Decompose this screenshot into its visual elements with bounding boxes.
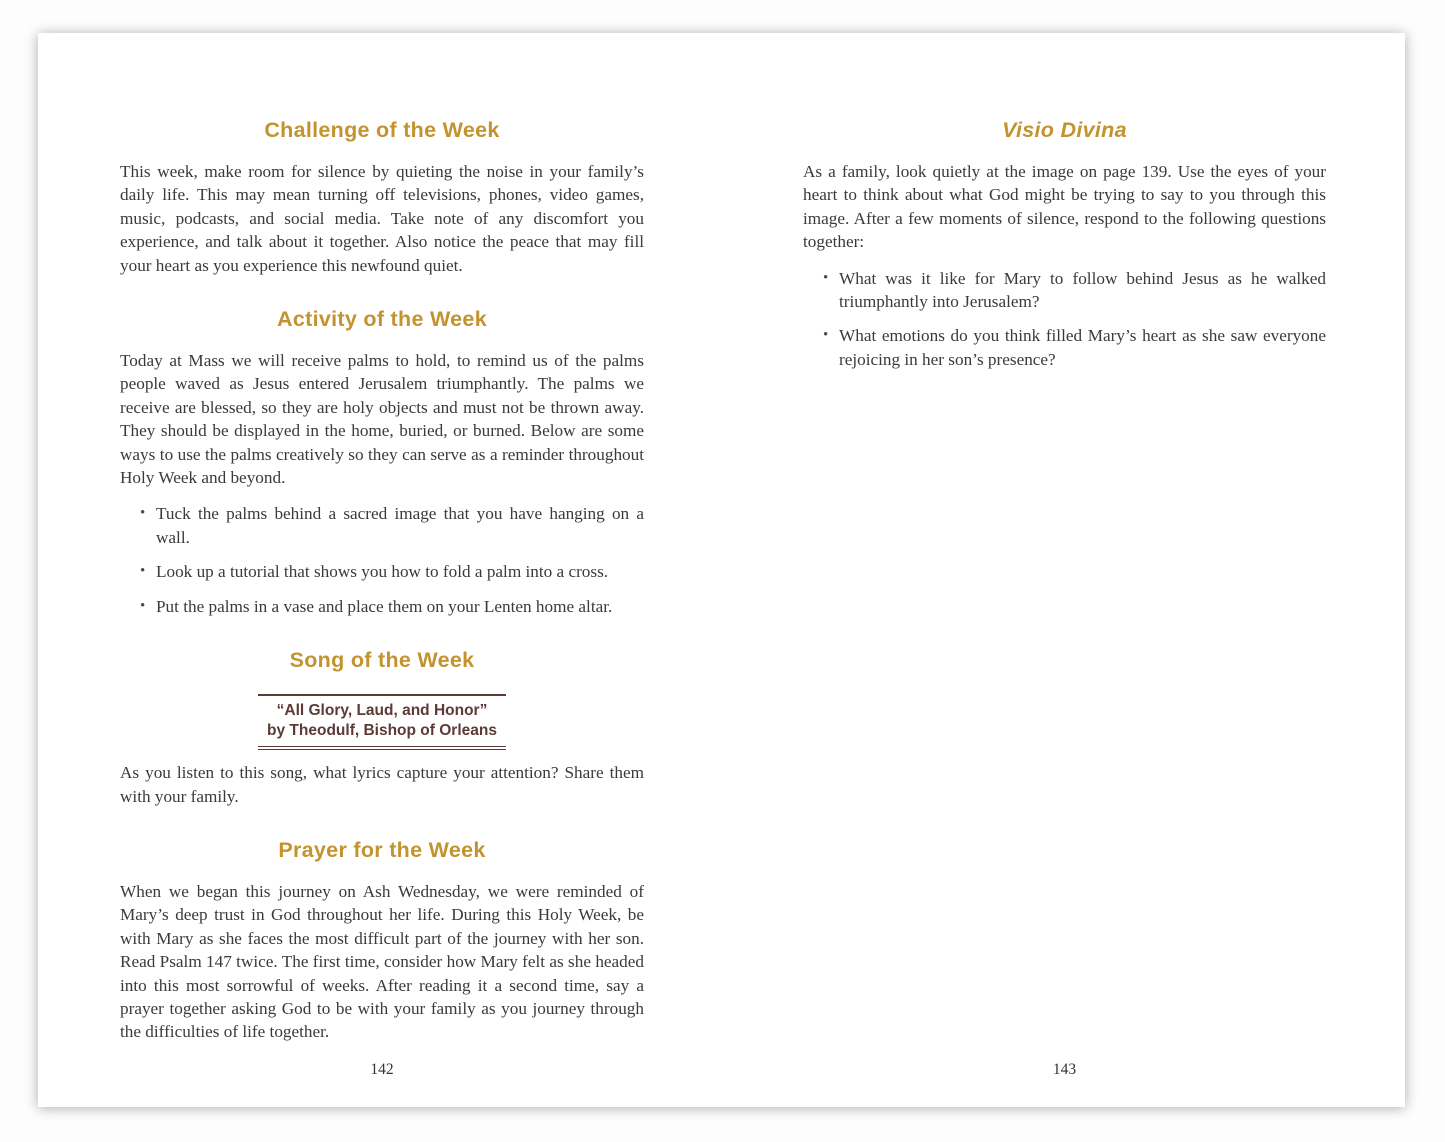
challenge-of-the-week-heading: Challenge of the Week (264, 118, 500, 142)
list-item: • Look up a tutorial that shows you how to fold a palm into a cross. (120, 560, 644, 583)
visio-bullet-list (803, 267, 1326, 372)
song-title-box (258, 694, 506, 750)
list-item: • What emotions do you think filled Mary’s heart as she saw everyone rejoicing in her son’s presence? (803, 324, 1326, 371)
list-item: • What was it like for Mary to follow behind Jesus as he walked triumphantly into Jerusalem? (803, 267, 1326, 314)
song-of-the-week-heading: Song of the Week (289, 648, 475, 673)
page-number-left: 142 (370, 1061, 394, 1078)
challenge-paragraph: This week, make room for silence by quieting the noise in your family’s daily life. This may mean turning off televisions, phones, video games, music, podcasts, and social media. Take note of any discomfort you experience, and talk about it together. Also notice the peace that may fill your heart as you experience this newfound quiet. (120, 162, 644, 275)
song-paragraph: As you listen to this song, what lyrics capture your attention? Share them with your family. (120, 763, 644, 806)
prayer-paragraph: When we began this journey on Ash Wednesday, we were reminded of Mary’s deep trust in God throughout her life. During this Holy Week, be with Mary as she faces the most difficult part of the journey with her son. Read Psalm 147 twice. The first time, consider how Mary felt as she headed into this most sorrowful of weeks. After reading it a second time, say a prayer together asking God to be with your family as you journey through the difficulties of life together. (120, 881, 644, 1042)
activity-of-the-week-heading: Activity of the Week (277, 307, 487, 332)
book-spread (38, 33, 1405, 1107)
page-number-right: 143 (1052, 1061, 1077, 1078)
visio-divina-heading: Visio Divina (1002, 118, 1127, 142)
page-right (803, 117, 1326, 385)
list-item: • Put the palms in a vase and place them on your Lenten home altar. (120, 595, 644, 618)
song-title: “All Glory, Laud, and Honor” (276, 702, 488, 720)
activity-bullet-list (120, 502, 644, 618)
prayer-for-the-week-heading: Prayer for the Week (278, 837, 486, 862)
list-item: • Tuck the palms behind a sacred image that you have hanging on a wall. (120, 502, 644, 549)
activity-paragraph: Today at Mass we will receive palms to hold, to remind us of the palms people waved as Jesus entered Jerusalem triumphantly. The palms we receive are blessed, so they are holy objects and must not be thrown away. They should be displayed in the home, buried, or burned. Below are some ways to use the palms creatively so they can serve as a reminder throughout Holy Week and beyond. (120, 351, 644, 488)
song-byline: by Theodulf, Bishop of Orleans (267, 721, 497, 739)
page-left (120, 117, 644, 1044)
visio-paragraph: As a family, look quietly at the image on page 139. Use the eyes of your heart to think about what God might be trying to say to you through this image. After a few moments of silence, respond to the following questions together: (803, 162, 1326, 252)
